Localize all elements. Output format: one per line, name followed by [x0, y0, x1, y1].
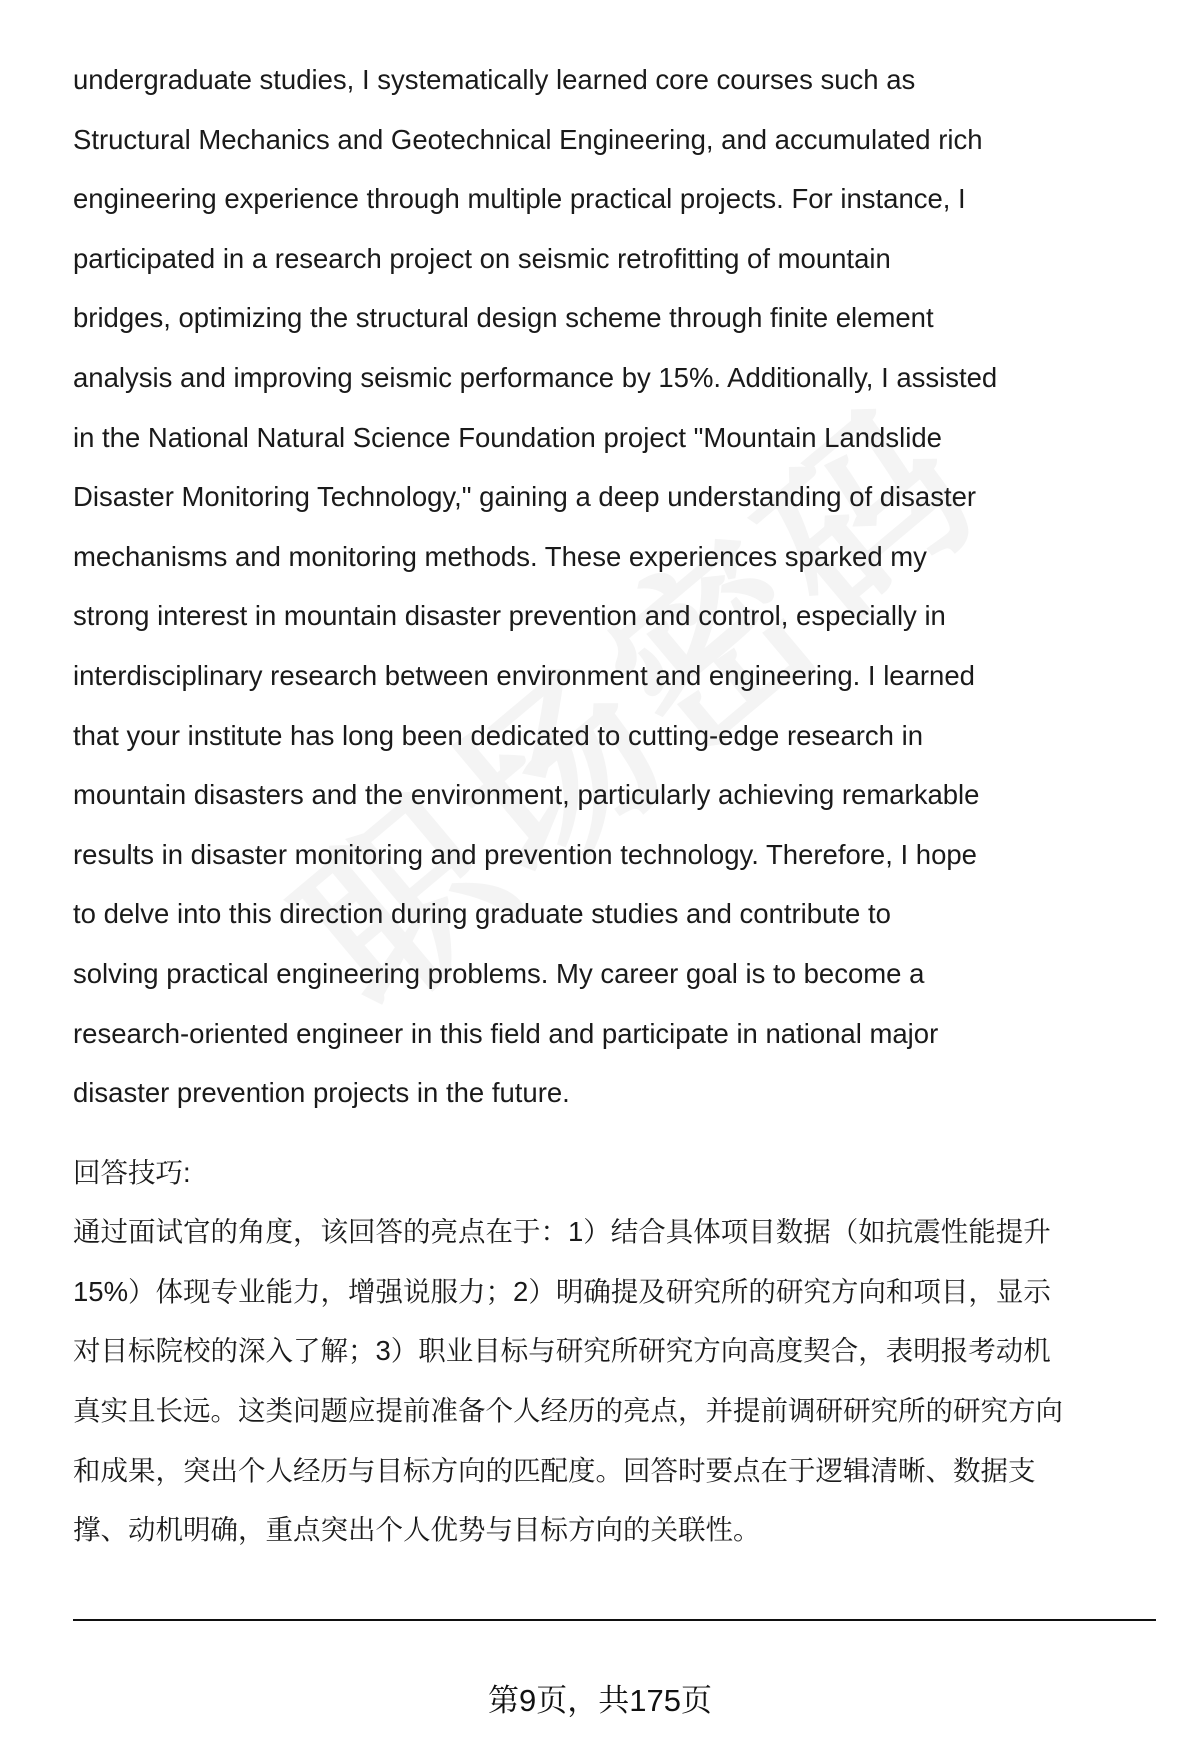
text-line: disaster prevention projects in the future.	[73, 1077, 570, 1109]
text-line: results in disaster monitoring and prevention technology. Therefore, I hope	[73, 838, 977, 870]
text-line: 15%）体现专业能力，增强说服力；2）明确提及研究所的研究方向和项目，显示	[73, 1275, 1051, 1307]
text-line: 真实且长远。这类问题应提前准备个人经历的亮点，并提前调研研究所的研究方向	[73, 1395, 1063, 1427]
text-line: strong interest in mountain disaster prevention and control, especially in	[73, 600, 946, 632]
text-line: analysis and improving seismic performance by 15%. Additionally, I assisted	[73, 361, 998, 393]
text-line: interdisciplinary research between environment and engineering. I learned	[73, 659, 975, 691]
text-line: in the National Natural Science Foundation project "Mountain Landslide	[73, 421, 942, 453]
text-line: Disaster Monitoring Technology," gaining a deep understanding of disaster	[73, 481, 977, 513]
text-line: undergraduate studies, I systematically learned core courses such as	[73, 64, 916, 95]
text-line: research-oriented engineer in this field and participate in national major	[73, 1017, 939, 1049]
text-line: 和成果，突出个人经历与目标方向的匹配度。回答时要点在于逻辑清晰、数据支	[73, 1454, 1036, 1486]
text-line: participated in a research project on seismic retrofitting of mountain	[73, 242, 891, 274]
text-line: Structural Mechanics and Geotechnical Engineering, and accumulated rich	[73, 123, 983, 155]
text-line: 通过面试官的角度，该回答的亮点在于：1）结合具体项目数据（如抗震性能提升	[73, 1216, 1051, 1248]
text-line: 撑、动机明确，重点突出个人优势与目标方向的关联性。	[73, 1514, 761, 1546]
tips-paragraph	[73, 1202, 1173, 1560]
tips-heading: 回答技巧:	[73, 1156, 191, 1188]
text-line: mechanisms and monitoring methods. These experiences sparked my	[73, 540, 927, 572]
footer-divider	[73, 1619, 1156, 1621]
text-line: mountain disasters and the environment, particularly achieving remarkable	[73, 779, 980, 811]
text-line: solving practical engineering problems. My career goal is to become a	[73, 957, 925, 989]
text-line: engineering experience through multiple practical projects. For instance, I	[73, 183, 966, 215]
text-line: 对目标院校的深入了解；3）职业目标与研究所研究方向高度契合，表明报考动机	[73, 1335, 1051, 1367]
answer-paragraph	[73, 50, 1173, 1123]
page-number: 第9页，共175页	[488, 1683, 712, 1718]
text-line: to delve into this direction during graduate studies and contribute to	[73, 898, 891, 930]
text-line: that your institute has long been dedicated to cutting-edge research in	[73, 719, 924, 751]
text-line: bridges, optimizing the structural design scheme through finite element	[73, 302, 934, 334]
document-body	[73, 50, 1173, 1560]
